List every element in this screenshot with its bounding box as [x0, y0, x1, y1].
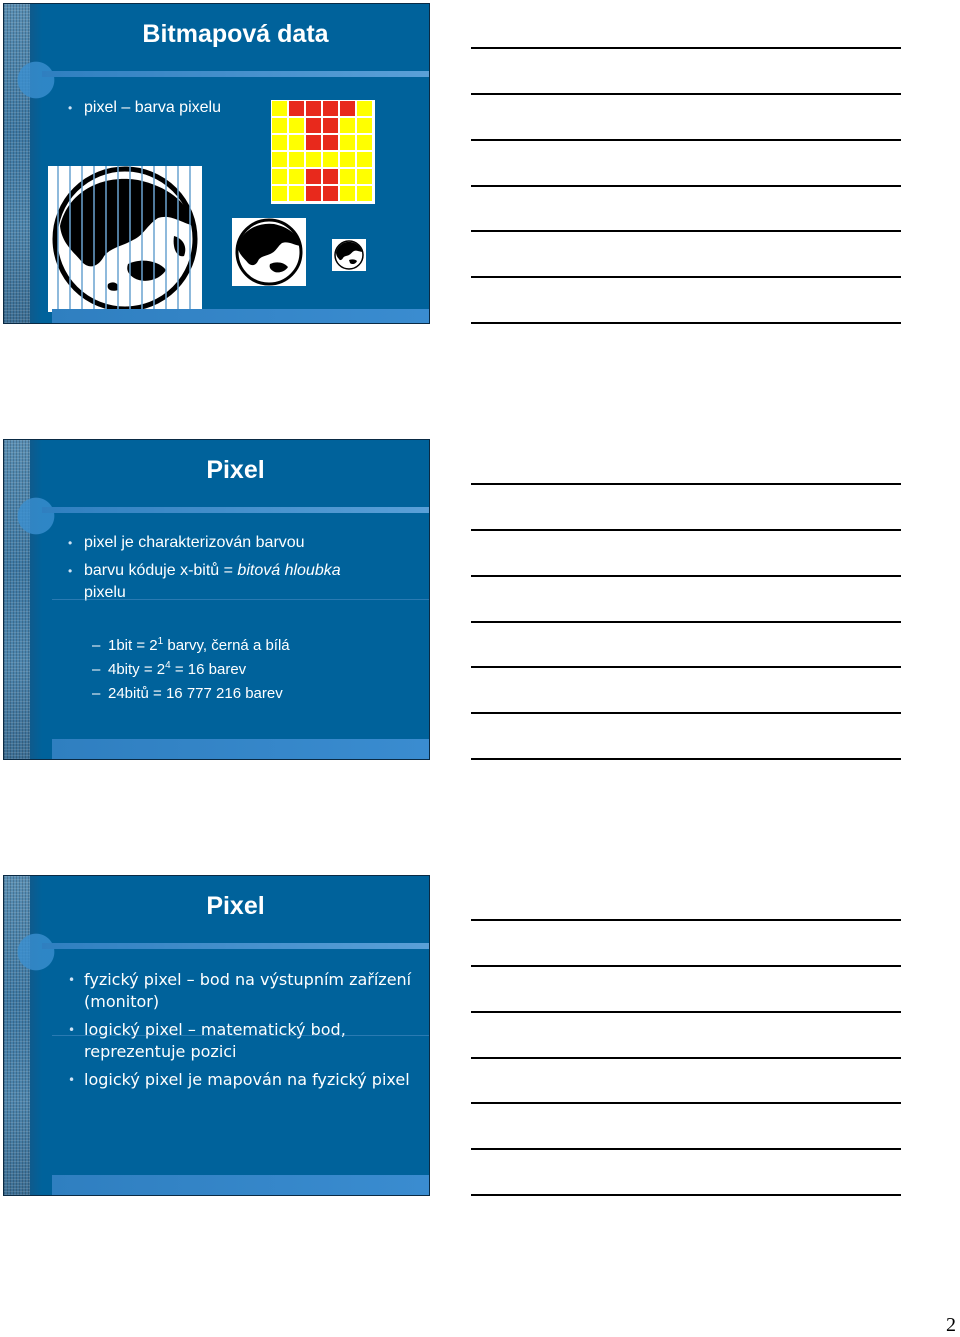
title-underline [42, 71, 429, 77]
pixel-cell [340, 186, 355, 201]
pixel-cell [340, 101, 355, 116]
globe-small-image [332, 239, 366, 271]
pixel-cell [357, 135, 372, 150]
note-line [471, 1011, 901, 1013]
globe-large-image [48, 166, 202, 312]
pixel-cell [357, 152, 372, 167]
note-line [471, 919, 901, 921]
note-line [471, 666, 901, 668]
note-line [471, 1194, 901, 1196]
slide-swirl-decoration [3, 50, 64, 110]
sub-bullet-item [74, 658, 430, 682]
bullet-item: • logický pixel – matematický bod, reprezentuje pozici [68, 1019, 428, 1063]
pixel-cell [340, 135, 355, 150]
slide-title: Pixel [206, 456, 265, 484]
pixel-cell [306, 135, 321, 150]
note-line [471, 1148, 901, 1150]
sub-text: 1bit = 2 [108, 637, 158, 654]
pixel-cell [340, 118, 355, 133]
pixel-cell [272, 186, 287, 201]
globe-medium-image [232, 218, 306, 286]
bullet-item [68, 560, 428, 604]
sub-bullet-item: – 24bitů = 16 777 216 barev [74, 682, 430, 706]
pixel-cell [323, 135, 338, 150]
pixel-grid-image [271, 100, 375, 204]
pixel-cell [357, 169, 372, 184]
slide-footer-bar [52, 739, 429, 759]
note-line [471, 621, 901, 623]
note-line [471, 712, 901, 714]
note-line [471, 758, 901, 760]
slide-title: Pixel [206, 892, 265, 920]
slide-pixel-color [3, 439, 430, 760]
title-underline [42, 943, 429, 949]
note-line [471, 483, 901, 485]
pixel-cell [323, 152, 338, 167]
slide-bitmap-data [3, 3, 430, 324]
bullet-list [68, 969, 428, 1091]
note-line [471, 185, 901, 187]
exponent: 4 [165, 660, 171, 671]
pixel-cell [306, 118, 321, 133]
pixel-cell [289, 135, 304, 150]
title-underline [42, 507, 429, 513]
pixel-cell [306, 152, 321, 167]
pixel-cell [323, 169, 338, 184]
note-line [471, 1057, 901, 1059]
note-line [471, 276, 901, 278]
pixel-cell [306, 169, 321, 184]
pixel-cell [306, 186, 321, 201]
bullet-text: pixel je charakterizován barvou [84, 534, 305, 551]
sub-bullet-list [74, 634, 430, 706]
note-line [471, 139, 901, 141]
pixel-cell [272, 169, 287, 184]
pixel-cell [289, 169, 304, 184]
bullet-item: • logický pixel je mapován na fyzický pixel [68, 1069, 428, 1091]
pixel-cell [289, 152, 304, 167]
note-line [471, 1102, 901, 1104]
pixel-cell [340, 169, 355, 184]
pixel-cell [323, 101, 338, 116]
sub-text: barvy, černá a bílá [163, 637, 290, 654]
pixel-cell [272, 118, 287, 133]
slide-footer-bar [52, 1175, 429, 1195]
page-number: 2 [946, 1314, 956, 1336]
slide-swirl-decoration [3, 486, 64, 546]
divider-line [52, 1035, 429, 1036]
pixel-cell [289, 118, 304, 133]
note-line [471, 230, 901, 232]
bullet-item [68, 532, 428, 554]
pixel-cell [323, 186, 338, 201]
pixel-cell [272, 135, 287, 150]
sub-text: = 16 barev [170, 661, 247, 678]
bullet-emphasis: bitová hloubka [237, 562, 341, 579]
slide-pixel-physical-logical [3, 875, 430, 1196]
pixel-cell [272, 101, 287, 116]
pixel-cell [357, 101, 372, 116]
bullet-text: barvu kóduje x-bitů = [84, 562, 238, 579]
pixel-cell [306, 101, 321, 116]
exponent: 1 [157, 636, 164, 647]
divider-line [52, 599, 429, 600]
note-line [471, 529, 901, 531]
note-line [471, 47, 901, 49]
bullet-item: • fyzický pixel – bod na výstupním zařízení (monitor) [68, 969, 428, 1013]
bullet-text-cont: pixelu [84, 584, 126, 601]
pixel-cell [357, 186, 372, 201]
pixel-cell [323, 118, 338, 133]
sub-bullet-item [74, 634, 430, 658]
pixel-cell [340, 152, 355, 167]
slide-footer-bar [52, 309, 429, 323]
pixel-cell [289, 186, 304, 201]
pixel-cell [289, 101, 304, 116]
slide-swirl-decoration [3, 922, 64, 982]
note-line [471, 575, 901, 577]
pixel-cell [357, 118, 372, 133]
slide-title: Bitmapová data [142, 20, 329, 48]
note-line [471, 93, 901, 95]
note-line [471, 322, 901, 324]
sub-text: 4bity = 2 [108, 661, 166, 678]
bullet-item: • pixel – barva pixelu [68, 97, 428, 119]
bullet-list [68, 532, 428, 604]
note-line [471, 965, 901, 967]
pixel-cell [272, 152, 287, 167]
